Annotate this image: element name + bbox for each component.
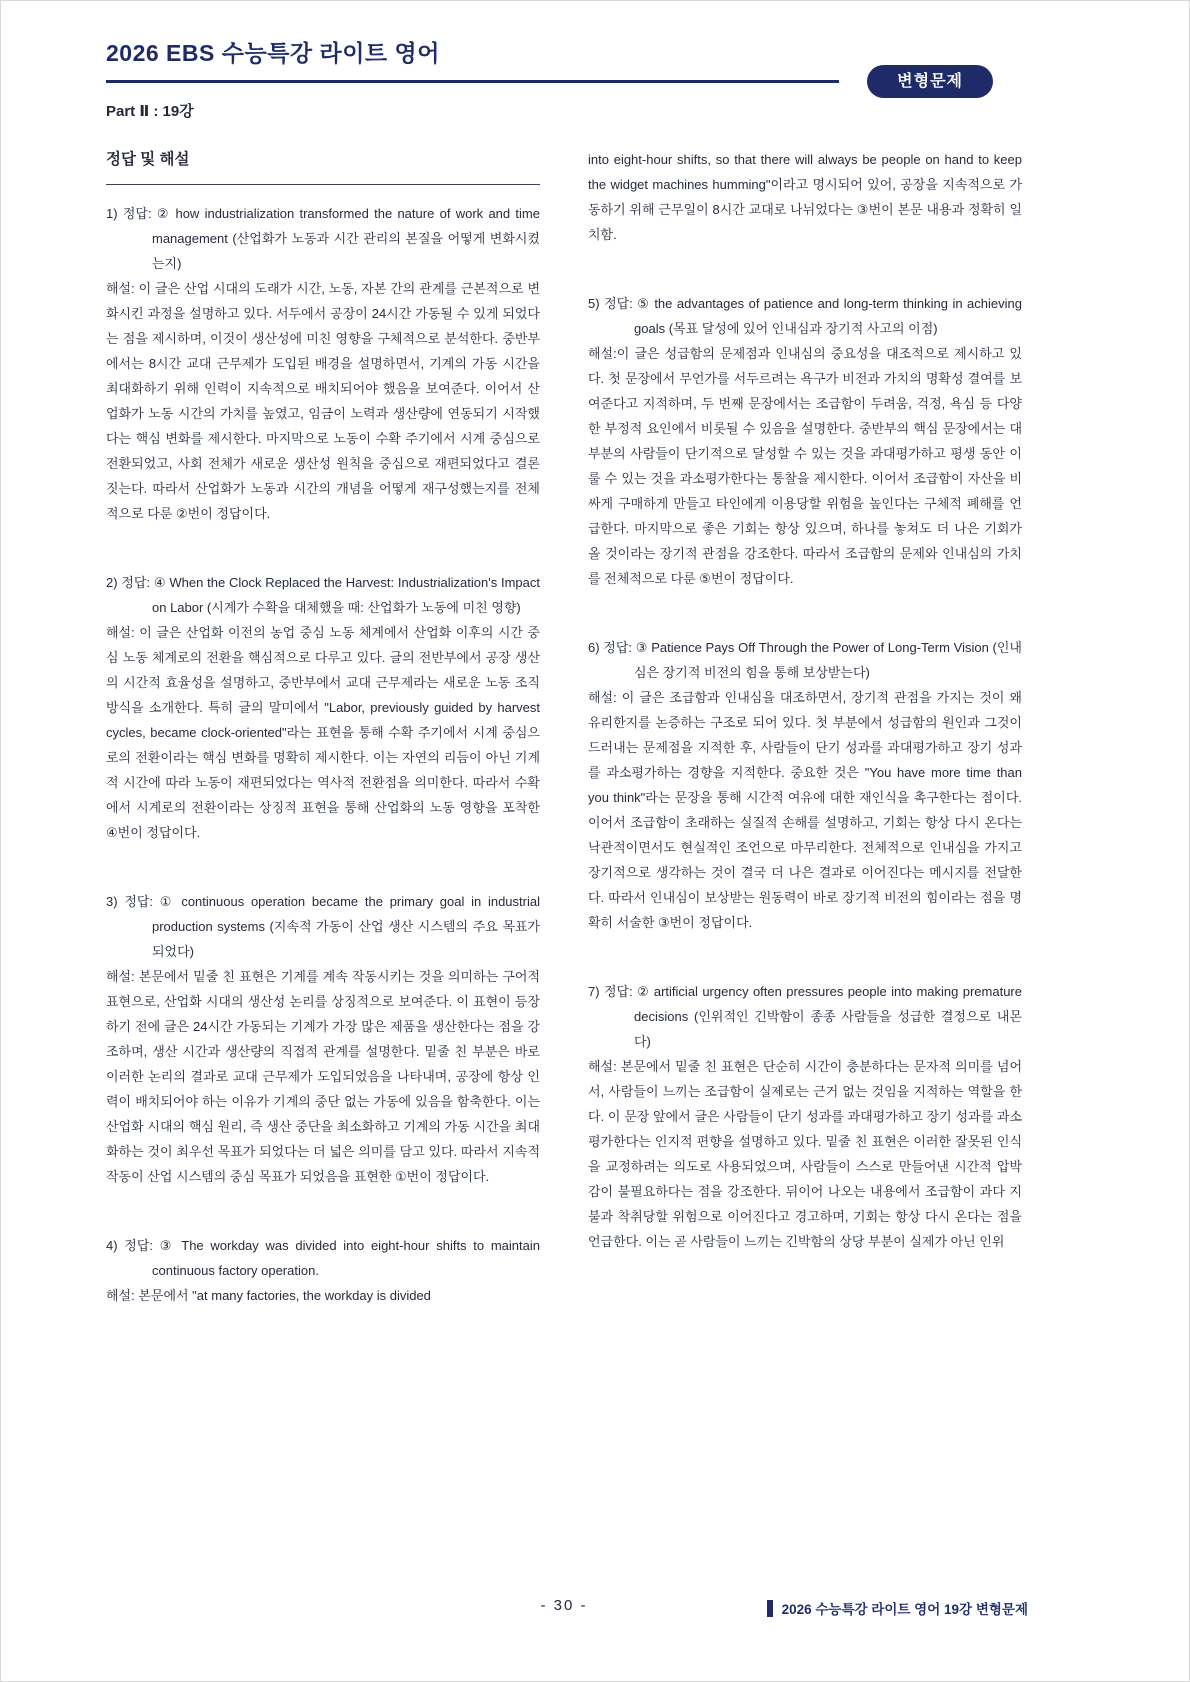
explanation-continued-4: into eight-hour shifts, so that there will always be people on hand to keep the widget machines humming"이라고 명시되어 있어, 공장을 지속적으로 가동하기 위해 근무일이 8시간 교대로 나뉘었다는 ③번이 본문 내용과 정확히 일치함.	[588, 152, 1022, 242]
doc-title: 2026 EBS 수능특강 라이트 영어	[106, 40, 440, 66]
answer-item-4	[106, 1233, 540, 1308]
answer-label: 정답:	[124, 894, 154, 909]
answer-text: ③ Patience Pays Off Through the Power of Long-Term Vision (인내심은 장기적 비전의 힘을 통해 보상받는다)	[634, 640, 1022, 680]
answer-line-7	[588, 979, 1022, 1054]
answer-label: 정답:	[603, 984, 633, 999]
answer-text: ② artificial urgency often pressures people into making premature decisions (인위적인 긴박함이 종종 사람들을 성급한 결정으로 내몬다)	[634, 984, 1022, 1049]
explanation-text-2: 해설: 이 글은 산업화 이전의 농업 중심 노동 체계에서 산업화 이후의 시간 중심 노동 체계로의 전환을 핵심적으로 다루고 있다. 글의 전반부에서 공장 생산의 시간적 효율성을 설명하고, 중반부에서 교대 근무제라는 새로운 노동 조직 방식을 소개한다. 특히 글의 말미에서 "Labor, previously guided by harvest cycles, became clock-oriented"라는 표현을 통해 수확 주기에서 시계 중심으로의 전환이라는 핵심 변화를 명확히 제시한다. 이는 자연의 리듬이 아닌 기계적 시간에 따라 노동이 재편되었다는 역사적 전환점을 의미한다. 따라서 수확에서 시계로의 전환이라는 상징적 표현을 통해 산업화의 노동 영향을 포착한 ④번이 정답이다.	[106, 625, 540, 840]
answer-line-1	[106, 201, 540, 276]
answer-label: 정답:	[124, 1238, 154, 1253]
explanation-text-4: 해설: 본문에서 "at many factories, the workday is divided	[106, 1288, 431, 1303]
item-number: 7)	[588, 984, 600, 999]
item-number: 6)	[588, 640, 600, 655]
item-number: 4)	[106, 1238, 118, 1253]
content-columns	[106, 147, 1022, 1308]
answer-label: 정답:	[604, 296, 633, 311]
explanation-text-5: 해설:이 글은 성급함의 문제점과 인내심의 중요성을 대조적으로 제시하고 있다. 첫 문장에서 무언가를 서두르려는 욕구가 비전과 가치의 명확성 결여를 보여준다고 지적하며, 두 번째 문장에서는 조급함이 두려움, 걱정, 욕심 등 다양한 부정적 요인에서 비롯될 수 있음을 설명한다. 중반부의 핵심 문장에서는 대부분의 사람들이 단기적으로 달성할 수 있는 것을 과대평가하고 평생 동안 이룰 수 있는 것을 과소평가한다는 통찰을 제시한다. 이어서 조급함이 자산을 비싸게 구매하게 만들고 타인에게 이용당할 위험을 높인다는 구체적 폐해를 언급한다. 마지막으로 좋은 기회는 항상 있으며, 하나를 놓쳐도 더 나은 기회가 올 것이라는 장기적 관점을 강조한다. 따라서 조급함의 문제와 인내심의 가치를 전체적으로 다룬 ⑤번이 정답이다.	[588, 346, 1022, 586]
explanation-text-3: 해설: 본문에서 밑줄 친 표현은 기계를 계속 작동시키는 것을 의미하는 구어적 표현으로, 산업화 시대의 생산성 논리를 상징적으로 보여준다. 이 표현이 등장하기 전에 글은 24시간 가동되는 기계가 가장 많은 제품을 생산한다는 점을 강조하며, 생산 시간과 생산량의 직접적 관계를 설명한다. 밑줄 친 부분은 바로 이러한 논리의 결과로 교대 근무제가 도입되었음을 나타내며, 공장에 항상 인력이 배치되어야 하는 이유가 기계의 중단 없는 가동에 있음을 함축한다. 이는 산업화 시대의 핵심 원리, 즉 생산 중단을 최소화하고 기계의 가동 시간을 최대화하는 것이 최우선 목표가 되었다는 더 넓은 의미를 담고 있다. 따라서 지속적 작동이 산업 시스템의 중심 목표가 되었음을 표현한 ①번이 정답이다.	[106, 969, 540, 1184]
answer-item-7	[588, 979, 1022, 1254]
answer-item-1	[106, 201, 540, 526]
answer-item-2	[106, 570, 540, 845]
item-number: 3)	[106, 894, 118, 909]
footer-accent-bar	[767, 1600, 773, 1617]
answer-text: ⑤ the advantages of patience and long-term thinking in achieving goals (목표 달성에 있어 인내심과 장기적 사고의 이점)	[634, 296, 1022, 336]
part-label: Part Ⅱ : 19강	[106, 103, 194, 120]
answer-text: ③ The workday was divided into eight-hour shifts to maintain continuous factory operation.	[152, 1238, 540, 1278]
explanation-text-1: 해설: 이 글은 산업 시대의 도래가 시간, 노동, 자본 간의 관계를 근본적으로 변화시킨 과정을 설명하고 있다. 서두에서 공장이 24시간 가동될 수 있게 되었다는 점을 제시하며, 이것이 생산성에 미친 영향을 구체적으로 분석한다. 중반부에서는 8시간 교대 근무제가 도입된 배경을 설명하면서, 기계의 가동 시간을 최대화하기 위해 인력이 지속적으로 배치되어야 했음을 보여준다. 이어서 산업화가 노동 시간의 가치를 높였고, 임금이 노력과 생산량에 연동되기 시작했다는 핵심 변화를 제시한다. 마지막으로 노동이 수확 주기에서 시계 중심으로 전환되었고, 사회 전체가 새로운 생산성 원칙을 중심으로 재편되었다고 결론짓는다. 따라서 산업화가 노동과 시간의 개념을 어떻게 재구성했는지를 전체적으로 다룬 ②번이 정답이다.	[106, 281, 540, 521]
header-rule-row	[106, 73, 993, 90]
left-column	[106, 147, 540, 1308]
answer-item-6	[588, 635, 1022, 935]
explanation-text-6: 해설: 이 글은 조급함과 인내심을 대조하면서, 장기적 관점을 가지는 것이 왜 유리한지를 논증하는 구조로 되어 있다. 첫 부분에서 성급함의 원인과 그것이 드러내는 문제점을 지적한 후, 사람들이 단기 성과를 과대평가하고 장기 성과를 과소평가하는 경향을 지적한다. 중요한 것은 "You have more time than you think"라는 문장을 통해 시간적 여유에 대한 재인식을 촉구한다는 점이다. 이어서 조급함이 초래하는 실질적 손해를 설명하고, 기회는 항상 다시 온다는 낙관적이면서도 현실적인 조언으로 마무리한다. 전체적으로 인내심을 가지고 장기적으로 생각하는 것이 결국 더 나은 결과로 이어진다는 메시지를 전달한다. 따라서 인내심이 보상받는 원동력이 바로 장기적 비전의 힘이라는 점을 명확히 서술한 ③번이 정답이다.	[588, 690, 1022, 930]
answer-label: 정답:	[603, 640, 633, 655]
answer-line-2	[106, 570, 540, 620]
page-header	[106, 35, 993, 121]
page-number: - 30 -	[540, 1597, 588, 1614]
footer-doc-label-text: 2026 수능특강 라이트 영어 19강 변형문제	[781, 1602, 1028, 1617]
answer-label: 정답:	[121, 575, 151, 590]
right-column	[588, 147, 1022, 1308]
answer-line-5	[588, 291, 1022, 341]
page-footer	[106, 1597, 1028, 1623]
answer-line-3	[106, 889, 540, 964]
answer-line-4	[106, 1233, 540, 1283]
answer-label: 정답:	[122, 206, 152, 221]
answer-line-6	[588, 635, 1022, 685]
explanation-text-7: 해설: 본문에서 밑줄 친 표현은 단순히 시간이 충분하다는 문자적 의미를 넘어서, 사람들이 느끼는 조급함이 실제로는 근거 없는 것임을 지적하는 역할을 한다. 이 문장 앞에서 글은 사람들이 단기 성과를 과대평가하고 장기 성과를 과소평가한다는 인지적 편향을 설명하고 있다. 밑줄 친 표현은 이러한 잘못된 인식을 교정하려는 의도로 사용되었으며, 사람들이 스스로 만들어낸 시간적 압박감이 불필요하다는 점을 강조한다. 뒤이어 나오는 내용에서 조급함이 과다 지불과 착취당할 위험으로 이어진다고 경고하며, 기회는 항상 다시 온다는 점을 언급한다. 이는 곧 사람들이 느끼는 긴박함의 상당 부분이 실제가 아닌 인위	[588, 1059, 1022, 1249]
item-number: 1)	[106, 206, 118, 221]
item-number: 5)	[588, 296, 600, 311]
exam-type-badge: 변형문제	[867, 65, 993, 98]
answer-text: ① continuous operation became the primary goal in industrial production systems (지속적 가동이 산업 생산 시스템의 주요 목표가 되었다)	[152, 894, 540, 959]
footer-doc-label	[767, 1598, 1028, 1618]
section-title: 정답 및 해설	[106, 147, 540, 185]
header-divider	[106, 80, 839, 83]
answer-text: ② how industrialization transformed the nature of work and time management (산업화가 노동과 시간 관리의 본질을 어떻게 변화시켰는지)	[152, 206, 540, 271]
answer-text: ④ When the Clock Replaced the Harvest: Industrialization's Impact on Labor (시계가 수확을 대체했을 때: 산업화가 노동에 미친 영향)	[152, 575, 540, 615]
answer-item-3	[106, 889, 540, 1189]
answer-item-5	[588, 291, 1022, 591]
item-number: 2)	[106, 575, 118, 590]
